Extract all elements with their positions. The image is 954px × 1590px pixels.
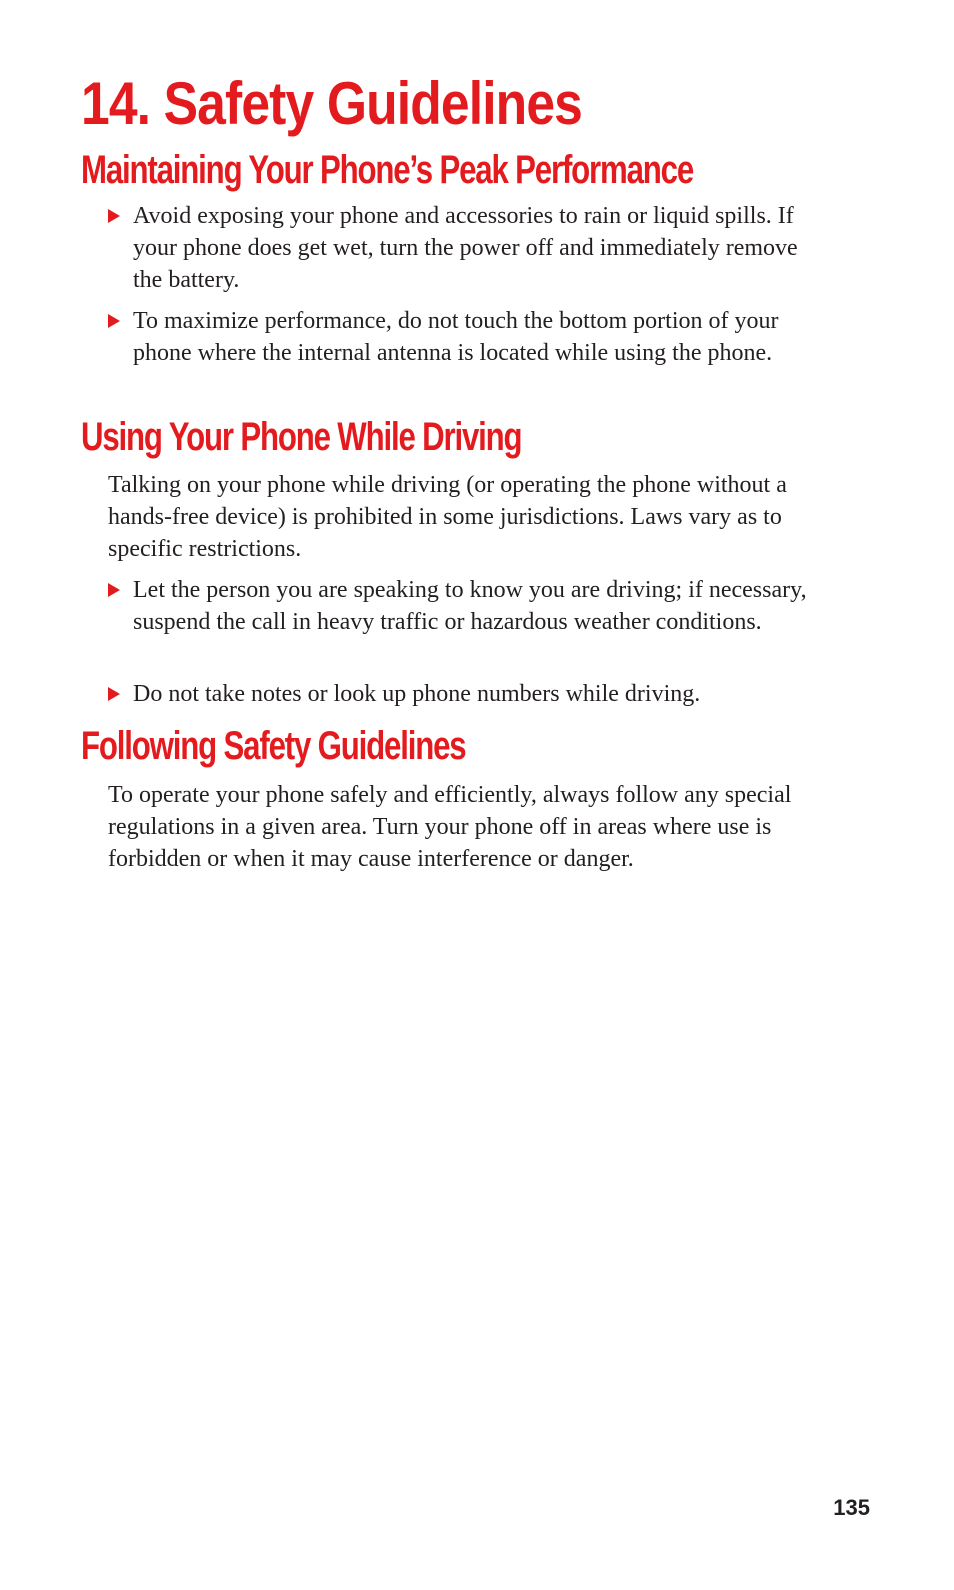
bullet-text: Do not take notes or look up phone numbers while driving. [133,681,701,707]
red-triangle-bullet-icon [108,583,120,597]
section-heading-following-guidelines: Following Safety Guidelines [81,724,466,768]
red-triangle-bullet-icon [108,687,120,701]
bullet-item-no-notes [108,678,808,710]
red-triangle-bullet-icon [108,314,120,328]
red-triangle-bullet-icon [108,209,120,223]
chapter-title: 14. Safety Guidelines [81,70,583,137]
driving-intro-paragraph: Talking on your phone while driving (or operating the phone without a hands-free device) is prohibited in some jurisdictions. Laws vary as to specific restrictions. [108,472,787,562]
bullet-text: To maximize performance, do not touch the bottom portion of your phone where the internal antenna is located while using the phone. [133,308,779,366]
bullet-text: Avoid exposing your phone and accessories to rain or liquid spills. If your phone does get wet, turn the power off and immediately remove the battery. [133,203,798,293]
bullet-text: Let the person you are speaking to know you are driving; if necessary, suspend the call in heavy traffic or hazardous weather conditions. [133,577,807,635]
bullet-item-avoid-liquids [108,200,808,296]
bullet-item-antenna [108,305,808,369]
following-guidelines-paragraph: To operate your phone safely and efficiently, always follow any special regulations in a given area. Turn your phone off in areas where use is forbidden or when it may cause interference or danger. [108,782,792,872]
bullet-item-let-person-know [108,574,808,638]
page-number: 135 [833,1495,870,1520]
section-heading-driving: Using Your Phone While Driving [81,415,522,459]
section-heading-peak-performance: Maintaining Your Phone’s Peak Performance [81,148,694,192]
